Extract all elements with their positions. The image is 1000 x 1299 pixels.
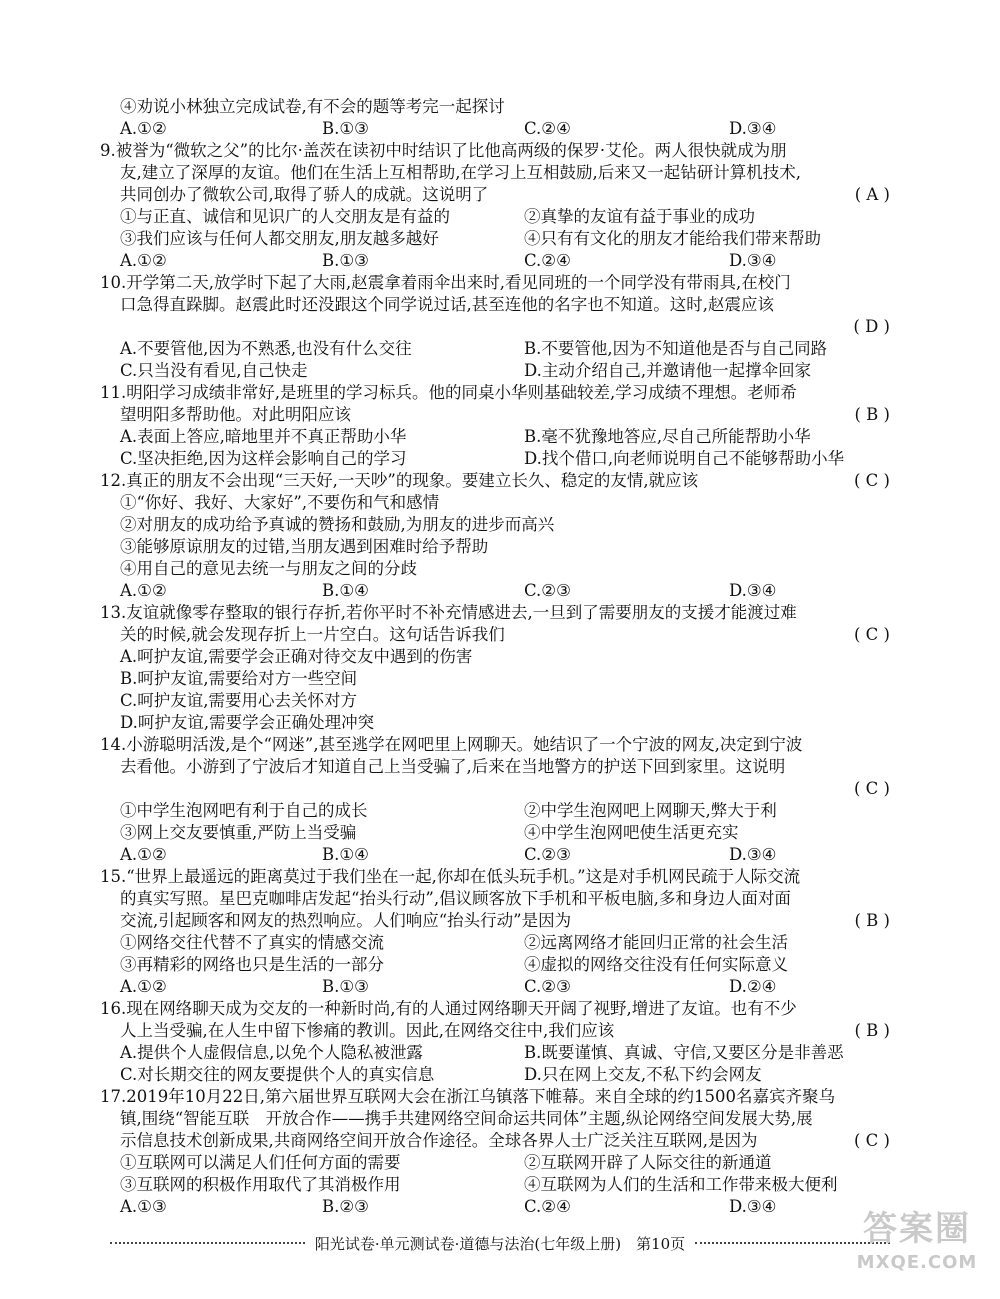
- q12-option-2: ②对朋友的成功给予真诚的赞扬和鼓励,为朋友的进步而高兴: [120, 515, 555, 534]
- q15-option-1: ①网络交往代替不了真实的情感交流: [120, 933, 384, 952]
- q9-stem-line-1: 9.被誉为“微软之父”的比尔·盖茨在读初中时结识了比他高两级的保罗·艾伦。两人很快就成为朋: [100, 141, 787, 160]
- q13-option-c: C.呵护友谊,需要用心去关怀对方: [120, 691, 358, 710]
- q15-stem-line-1: 15.“世界上最遥远的距离莫过于我们坐在一起,你却在低头玩手机。”这是对手机网民疏于人际交流: [100, 867, 801, 886]
- q17-choice-c: C.②④: [524, 1197, 571, 1216]
- q8-choice-d: D.③④: [729, 119, 777, 138]
- q9-choice-b: B.①③: [322, 251, 369, 270]
- q12-choice-c: C.②③: [524, 581, 571, 600]
- q8-choice-a: A.①②: [120, 119, 167, 138]
- q10-option-d: D.主动介绍自己,并邀请他一起撑伞回家: [524, 361, 812, 380]
- q11-option-d: D.找个借口,向老师说明自己不能够帮助小华: [524, 449, 845, 468]
- q11-stem-line-2: 望明阳多帮助他。对此明阳应该: [120, 405, 351, 424]
- q14-answer: ( C ): [854, 779, 890, 798]
- q8-choice-b: B.①③: [322, 119, 369, 138]
- q10-option-a: A.不要管他,因为不熟悉,也没有什么交往: [120, 339, 412, 358]
- q17-option-4: ④互联网为人们的生活和工作带来极大便利: [524, 1175, 838, 1194]
- q9-answer: ( A ): [854, 185, 890, 204]
- q12-stem-line-1: 12.真正的朋友不会出现“三天好,一天吵”的现象。要建立长久、稳定的友情,就应该: [100, 471, 699, 490]
- q12-option-3: ③能够原谅朋友的过错,当朋友遇到困难时给予帮助: [120, 537, 489, 556]
- q9-choice-c: C.②④: [524, 251, 571, 270]
- q12-option-1: ①“你好、我好、大家好”,不要伤和气和感情: [120, 493, 440, 512]
- q17-stem-line-2: 镇,围绕“智能互联 开放合作——携手共建网络空间命运共同体”主题,纵论网络空间发展大势,展: [120, 1109, 813, 1128]
- q17-choice-a: A.①③: [120, 1197, 167, 1216]
- q14-choice-a: A.①②: [120, 845, 167, 864]
- q15-choice-c: C.②③: [524, 977, 571, 996]
- q15-option-2: ②远离网络才能回归正常的社会生活: [524, 933, 788, 952]
- q9-stem-line-2: 友,建立了深厚的友谊。他们在生活上互相帮助,在学习上互相鼓励,后来又一起钻研计算机技术,: [120, 163, 801, 182]
- q9-option-1: ①与正直、诚信和见识广的人交朋友是有益的: [120, 207, 450, 226]
- q16-option-c: C.对长期交往的网友要提供个人的真实信息: [120, 1065, 435, 1084]
- q15-answer: ( B ): [854, 911, 890, 930]
- q13-stem-line-1: 13.友谊就像零存整取的银行存折,若你平时不补充情感进去,一旦到了需要朋友的支援才能渡过难: [100, 603, 797, 622]
- q16-option-d: D.只在网上交友,不私下约会网友: [524, 1065, 762, 1084]
- q12-choice-d: D.③④: [729, 581, 777, 600]
- q17-option-1: ①互联网可以满足人们任何方面的需要: [120, 1153, 401, 1172]
- q11-stem-line-1: 11.明阳学习成绩非常好,是班里的学习标兵。他的同桌小华则基础较差,学习成绩不理想。老师希: [100, 383, 797, 402]
- q13-stem-line-2: 关的时候,就会发现存折上一片空白。这句话告诉我们: [120, 625, 505, 644]
- q17-answer: ( C ): [854, 1131, 890, 1150]
- q15-stem-line-2: 的真实写照。星巴克咖啡店发起“抬头行动”,倡议顾客放下手机和平板电脑,多和身边人面对面: [120, 889, 791, 908]
- q14-stem-line-2: 去看他。小游到了宁波后才知道自己上当受骗了,后来在当地警方的护送下回到家里。这说明: [120, 757, 786, 776]
- q14-option-2: ②中学生泡网吧上网聊天,弊大于利: [524, 801, 777, 820]
- q10-option-c: C.只当没有看见,自己快走: [120, 361, 308, 380]
- q9-option-4: ④只有有文化的朋友才能给我们带来帮助: [524, 229, 821, 248]
- q17-option-2: ②互联网开辟了人际交往的新通道: [524, 1153, 772, 1172]
- q14-option-4: ④中学生泡网吧使生活更充实: [524, 823, 739, 842]
- q9-option-3: ③我们应该与任何人都交朋友,朋友越多越好: [120, 229, 439, 248]
- q15-choice-b: B.①③: [322, 977, 369, 996]
- q15-choice-d: D.②④: [729, 977, 777, 996]
- q16-stem-line-2: 人上当受骗,在人生中留下惨痛的教训。因此,在网络交往中,我们应该: [120, 1021, 615, 1040]
- q17-choice-b: B.②③: [322, 1197, 369, 1216]
- q17-option-3: ③互联网的积极作用取代了其消极作用: [120, 1175, 401, 1194]
- footer-text: 阳光试卷·单元测试卷·道德与法治(七年级上册) 第10页: [314, 1234, 686, 1253]
- q13-option-d: D.呵护友谊,需要学会正确处理冲突: [120, 713, 375, 732]
- q13-option-b: B.呵护友谊,需要给对方一些空间: [120, 669, 358, 688]
- q9-stem-line-3: 共同创办了微软公司,取得了骄人的成就。这说明了: [120, 185, 489, 204]
- q9-choice-a: A.①②: [120, 251, 167, 270]
- footer-dotted-rule-left: [110, 1242, 305, 1244]
- q10-answer: ( D ): [853, 317, 890, 336]
- q16-answer: ( B ): [854, 1021, 890, 1040]
- q8-option-4: ④劝说小林独立完成试卷,有不会的题等考完一起探讨: [120, 97, 505, 116]
- q16-option-a: A.提供个人虚假信息,以免个人隐私被泄露: [120, 1043, 423, 1062]
- page-footer: [100, 1232, 900, 1254]
- q17-stem-line-3: 示信息技术创新成果,共商网络空间开放合作途径。全球各界人士广泛关注互联网,是因为: [120, 1131, 758, 1150]
- watermark-line-1: 答案圈: [863, 1209, 971, 1249]
- q8-choice-c: C.②④: [524, 119, 571, 138]
- watermark-line-2: MXQE.COM: [856, 1252, 978, 1273]
- q10-stem-line-2: 口急得直跺脚。赵震此时还没跟这个同学说过话,甚至连他的名字也不知道。这时,赵震应该: [120, 295, 774, 314]
- q14-choice-c: C.②③: [524, 845, 571, 864]
- q16-option-b: B.既要谨慎、真诚、守信,又要区分是非善恶: [524, 1043, 844, 1062]
- q14-option-3: ③网上交友要慎重,严防上当受骗: [120, 823, 357, 842]
- q10-option-b: B.不要管他,因为不知道他是否与自己同路: [524, 339, 828, 358]
- q14-choice-b: B.①④: [322, 845, 369, 864]
- q14-stem-line-1: 14.小游聪明活泼,是个“网迷”,甚至逃学在网吧里上网聊天。她结识了一个宁波的网友,决定到宁波: [100, 735, 803, 754]
- q14-choice-d: D.③④: [729, 845, 777, 864]
- q14-option-1: ①中学生泡网吧有利于自己的成长: [120, 801, 368, 820]
- watermark-logo: [852, 1207, 982, 1285]
- q12-choice-b: B.①④: [322, 581, 369, 600]
- q13-answer: ( C ): [854, 625, 890, 644]
- q9-option-2: ②真挚的友谊有益于事业的成功: [524, 207, 755, 226]
- q16-stem-line-1: 16.现在网络聊天成为交友的一种新时尚,有的人通过网络聊天开阔了视野,增进了友谊。也有不少: [100, 999, 797, 1018]
- q12-option-4: ④用自己的意见去统一与朋友之间的分歧: [120, 559, 417, 578]
- q10-stem-line-1: 10.开学第二天,放学时下起了大雨,赵震拿着雨伞出来时,看见同班的一个同学没有带雨具,在校门: [100, 273, 791, 292]
- q15-choice-a: A.①②: [120, 977, 167, 996]
- q11-option-a: A.表面上答应,暗地里并不真正帮助小华: [120, 427, 407, 446]
- q15-stem-line-3: 交流,引起顾客和网友的热烈响应。人们响应“抬头行动”是因为: [120, 911, 572, 930]
- q12-choice-a: A.①②: [120, 581, 167, 600]
- q9-choice-d: D.③④: [729, 251, 777, 270]
- q13-option-a: A.呵护友谊,需要学会正确对待交友中遇到的伤害: [120, 647, 473, 666]
- q15-option-4: ④虚拟的网络交往没有任何实际意义: [524, 955, 788, 974]
- q11-option-b: B.毫不犹豫地答应,尽自己所能帮助小华: [524, 427, 811, 446]
- q17-choice-d: D.③④: [729, 1197, 777, 1216]
- q12-answer: ( C ): [854, 471, 890, 490]
- q17-stem-line-1: 17.2019年10月22日,第六届世界互联网大会在浙江乌镇落下帷幕。来自全球的约1500名嘉宾齐聚乌: [100, 1087, 835, 1106]
- q11-answer: ( B ): [854, 405, 890, 424]
- q15-option-3: ③再精彩的网络也只是生活的一部分: [120, 955, 384, 974]
- q11-option-c: C.坚决拒绝,因为这样会影响自己的学习: [120, 449, 407, 468]
